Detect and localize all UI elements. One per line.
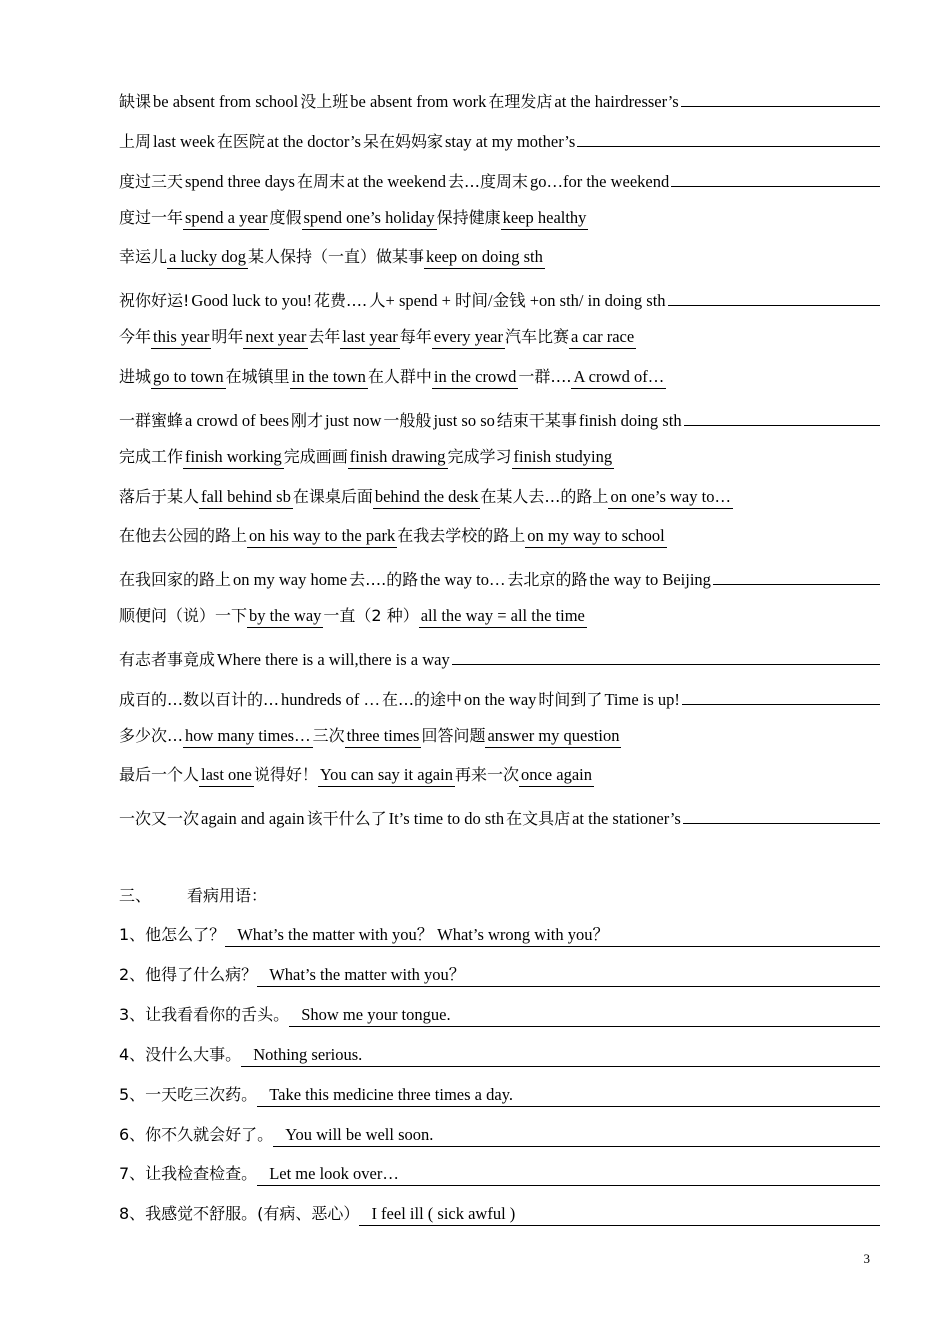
answer-blank: last week — [151, 131, 217, 152]
chinese-question: 3、让我看看你的舌头。 — [119, 1004, 290, 1024]
chinese-prompt: 一群…. — [518, 366, 572, 386]
chinese-question: 8、我感觉不舒服。(有病、恶心） — [119, 1204, 360, 1224]
doctor-phrase-row — [119, 1081, 880, 1109]
answer-blank: keep on doing sth — [424, 246, 545, 269]
chinese-prompt: 在周末 — [296, 171, 345, 191]
section-title: 看病用语： — [187, 886, 268, 905]
vocab-row — [119, 801, 880, 829]
vocab-row — [119, 403, 880, 431]
answer-blank: on one’s way to… — [608, 486, 733, 509]
blank-underline — [668, 283, 880, 306]
answer-blank: a crowd of bees — [183, 410, 291, 431]
chinese-prompt: 明年 — [211, 327, 244, 347]
vocab-row — [119, 602, 880, 630]
answer-blank: You can say it again — [318, 764, 455, 787]
english-answer: What’s the matter with you？ What’s wrong with you？ — [225, 924, 880, 947]
vocab-row — [119, 642, 880, 670]
answer-blank: at the weekend — [345, 171, 448, 192]
chinese-question: 5、一天吃三次药。 — [119, 1084, 258, 1104]
vocab-row — [119, 443, 880, 471]
chinese-question: 4、没什么大事。 — [119, 1044, 242, 1064]
answer-blank: finish drawing — [348, 446, 448, 469]
answer-blank: go to town — [151, 366, 226, 389]
chinese-prompt: 有志者事竟成 — [119, 649, 216, 669]
answer-blank: Good luck to you! — [189, 290, 314, 311]
blank-underline — [682, 682, 880, 705]
chinese-prompt: 说得好！ — [253, 765, 318, 785]
answer-blank: every year — [432, 326, 505, 349]
chinese-prompt: 再来一次 — [454, 765, 519, 785]
answer-blank: a car race — [569, 326, 636, 349]
answer-blank: next year — [243, 326, 308, 349]
chinese-prompt: 在理发店 — [488, 92, 553, 111]
doctor-phrase-row — [119, 1001, 880, 1029]
chinese-prompt: 多少次… — [119, 725, 184, 745]
chinese-prompt: 度过一年 — [119, 207, 184, 227]
chinese-prompt: 缺课 — [119, 92, 152, 111]
answer-blank: last one — [199, 764, 254, 787]
doctor-phrase-row — [119, 1200, 880, 1228]
chinese-prompt: 回答问题 — [421, 725, 486, 745]
chinese-prompt: 度假 — [269, 207, 302, 227]
vocab-row — [119, 682, 880, 710]
answer-blank: spend a year — [183, 207, 269, 230]
vocab-row — [119, 283, 880, 311]
answer-blank: spend three days — [183, 171, 297, 192]
chinese-question: 1、他怎么了？ — [119, 925, 226, 944]
blank-underline — [452, 642, 880, 665]
chinese-prompt: 一次又一次 — [119, 809, 200, 829]
answer-blank: in the town — [290, 366, 368, 389]
answer-blank: just now — [323, 410, 383, 431]
answer-blank: finish studying — [512, 446, 615, 469]
chinese-prompt: 上周 — [119, 131, 152, 151]
chinese-prompt: 成百的…数以百计的… — [119, 689, 280, 709]
chinese-prompt: 一般般 — [383, 410, 432, 430]
chinese-prompt: 去…度周末 — [447, 171, 528, 191]
chinese-question: 2、他得了什么病？ — [119, 964, 258, 984]
chinese-prompt: 每年 — [399, 327, 432, 347]
chinese-question: 7、让我检查检查。 — [119, 1164, 258, 1184]
chinese-prompt: 去年 — [308, 327, 341, 347]
answer-blank: It’s time to do sth — [387, 808, 507, 829]
chinese-prompt: 保持健康 — [436, 207, 501, 227]
answer-blank: finish working — [183, 446, 284, 469]
answer-blank: fall behind sb — [199, 486, 293, 509]
answer-blank: on his way to the park — [247, 525, 397, 548]
vocab-row — [119, 243, 880, 271]
answer-blank: keep healthy — [501, 207, 589, 230]
chinese-prompt: 在城镇里 — [225, 366, 290, 386]
chinese-prompt: 时间到了 — [538, 689, 603, 709]
chinese-prompt: 在我回家的路上 — [119, 570, 232, 590]
chinese-prompt: 一群蜜蜂 — [119, 410, 184, 430]
doctor-phrase-row — [119, 1041, 880, 1069]
doctor-phrase-row — [119, 921, 880, 949]
chinese-prompt: 在他去公园的路上 — [119, 526, 248, 546]
answer-blank: stay at my mother’s — [443, 131, 577, 152]
answer-blank: hundreds of … — [279, 689, 382, 710]
doctor-phrase-row — [119, 1121, 880, 1149]
answer-blank: how many times… — [183, 725, 313, 748]
chinese-prompt: 最后一个人 — [119, 765, 200, 785]
answer-blank: answer my question — [485, 725, 621, 748]
doctor-phrase-row — [119, 1160, 880, 1188]
chinese-prompt: 在…的途中 — [382, 689, 463, 709]
chinese-prompt: 去北京的路 — [507, 570, 588, 590]
chinese-prompt: 在文具店 — [506, 809, 571, 829]
vocab-row — [119, 761, 880, 789]
answer-blank: Where there is a will,there is a way — [215, 649, 452, 670]
answer-blank: once again — [519, 764, 594, 787]
section-number: 三、 — [119, 886, 152, 905]
chinese-prompt: 幸运儿 — [119, 247, 168, 267]
answer-blank: at the stationer’s — [570, 808, 683, 829]
answer-blank: on the way — [462, 689, 538, 710]
vocab-row — [119, 323, 880, 351]
chinese-prompt: 在医院 — [216, 131, 265, 151]
vocab-row — [119, 204, 880, 232]
answer-blank: on my way home — [231, 569, 349, 590]
chinese-prompt: 完成学习 — [447, 446, 512, 466]
chinese-prompt: 在人群中 — [367, 366, 432, 386]
chinese-prompt: 刚才 — [291, 410, 324, 430]
chinese-prompt: 一直（2 种） — [323, 606, 419, 626]
page-number: 3 — [863, 1251, 870, 1266]
chinese-prompt: 在我去学校的路上 — [397, 526, 526, 546]
answer-blank: go…for the weekend — [528, 171, 671, 192]
chinese-prompt: 没上班 — [300, 92, 349, 111]
english-answer: Nothing serious. — [241, 1044, 880, 1067]
chinese-prompt: 顺便问（说）一下 — [119, 606, 248, 626]
answer-blank: spend one’s holiday — [302, 207, 437, 230]
english-answer: Show me your tongue. — [289, 1004, 880, 1027]
chinese-prompt: 花费…. — [313, 291, 368, 311]
chinese-prompt: 呆在妈妈家 — [362, 131, 443, 151]
english-answer: Take this medicine three times a day. — [257, 1084, 880, 1107]
answer-blank: A crowd of… — [571, 366, 666, 389]
vocab-row — [119, 522, 880, 550]
vocab-row — [119, 363, 880, 391]
chinese-prompt: 进城 — [119, 366, 152, 386]
chinese-question: 6、你不久就会好了。 — [119, 1124, 274, 1144]
blank-underline — [577, 124, 880, 147]
answer-blank: three times — [345, 725, 422, 748]
blank-underline — [684, 403, 880, 426]
answer-blank: at the hairdresser’s — [552, 91, 680, 112]
answer-blank: be absent from work — [348, 91, 488, 112]
chinese-prompt: 结束干某事 — [496, 410, 577, 430]
answer-blank: last year — [340, 326, 399, 349]
english-answer: You will be well soon. — [273, 1124, 880, 1147]
english-answer: Let me look over… — [257, 1163, 880, 1186]
answer-blank: on my way to school — [525, 525, 667, 548]
blank-underline — [713, 562, 880, 585]
chinese-prompt: 该干什么了 — [306, 809, 387, 829]
chinese-prompt: 三次 — [312, 725, 345, 745]
english-answer: I feel ill ( sick awful ) — [359, 1203, 880, 1226]
vocab-row — [119, 164, 880, 192]
answer-blank: be absent from school — [151, 91, 300, 112]
answer-blank: the way to Beijing — [587, 569, 712, 590]
chinese-prompt: 去….的路 — [349, 570, 419, 590]
chinese-prompt: 在某人去…的路上 — [480, 486, 609, 506]
answer-blank: the way to… — [418, 569, 507, 590]
vocab-row — [119, 483, 880, 511]
vocab-row — [119, 562, 880, 590]
answer-blank: a lucky dog — [167, 246, 248, 269]
answer-blank: 人+ spend + 时间/金钱 +on sth/ in doing sth — [367, 290, 668, 311]
chinese-prompt: 在课桌后面 — [292, 486, 373, 506]
answer-blank: all the way = all the time — [419, 605, 587, 628]
answer-blank: Time is up! — [602, 689, 682, 710]
answer-blank: behind the desk — [373, 486, 481, 509]
answer-blank: again and again — [199, 808, 307, 829]
answer-blank: at the doctor’s — [265, 131, 363, 152]
answer-blank: just so so — [431, 410, 496, 431]
chinese-prompt: 今年 — [119, 327, 152, 347]
chinese-prompt: 汽车比赛 — [504, 327, 569, 347]
chinese-prompt: 完成工作 — [119, 446, 184, 466]
chinese-prompt: 祝你好运! — [119, 291, 190, 311]
answer-blank: by the way — [247, 605, 323, 628]
vocab-row — [119, 124, 880, 152]
answer-blank: finish doing sth — [577, 410, 684, 431]
blank-underline — [683, 801, 880, 824]
chinese-prompt: 完成画画 — [283, 446, 348, 466]
blank-underline — [671, 164, 880, 187]
answer-blank: this year — [151, 326, 211, 349]
vocab-row — [119, 722, 880, 750]
chinese-prompt: 落后于某人 — [119, 486, 200, 506]
chinese-prompt: 某人保持（一直）做某事 — [248, 247, 425, 267]
answer-blank: in the crowd — [432, 366, 518, 389]
vocab-row — [119, 84, 880, 112]
section-heading — [119, 882, 267, 910]
blank-underline — [681, 84, 880, 107]
english-answer: What’s the matter with you？ — [257, 964, 880, 987]
doctor-phrase-row — [119, 961, 880, 989]
chinese-prompt: 度过三天 — [119, 171, 184, 191]
